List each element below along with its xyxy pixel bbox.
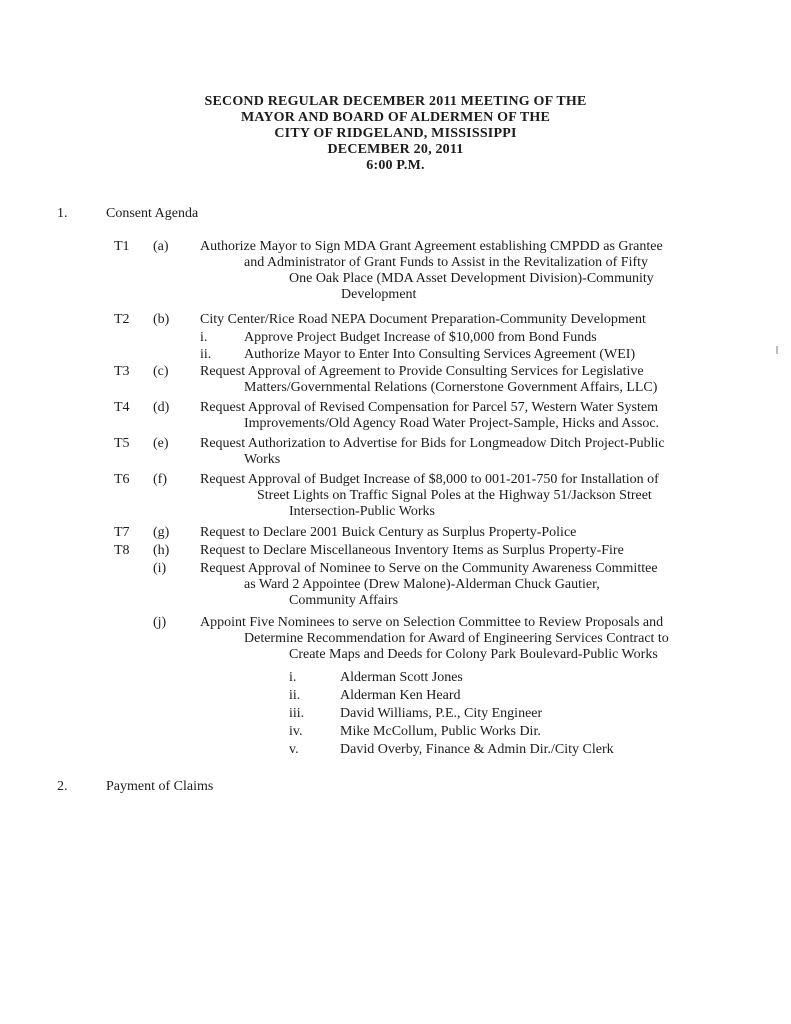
item-line: One Oak Place (MDA Asset Development Division)-Community: [289, 271, 654, 286]
item-tnum: T6: [114, 472, 130, 487]
item-line: and Administrator of Grant Funds to Assist in the Revitalization of Fifty: [244, 255, 649, 270]
meeting-header: [0, 94, 791, 174]
item-letter: (b): [153, 312, 170, 327]
item-line: Appoint Five Nominees to serve on Selection Committee to Review Proposals and: [200, 615, 664, 630]
item-line: Intersection-Public Works: [289, 504, 435, 519]
agenda-item-text: [200, 543, 624, 559]
subitem-text: Authorize Mayor to Enter Into Consulting Services Agreement (WEI): [244, 347, 636, 362]
item-line: Create Maps and Deeds for Colony Park Boulevard-Public Works: [289, 647, 658, 662]
subitem-numeral: i.: [289, 670, 297, 685]
item-tnum: T7: [114, 525, 130, 540]
item-tnum: T5: [114, 436, 130, 451]
subitem-numeral: iii.: [289, 706, 305, 721]
section-number: 1.: [57, 206, 68, 221]
subitem-text: Approve Project Budget Increase of $10,000 from Bond Funds: [244, 330, 597, 345]
item-line: Request Authorization to Advertise for Bids for Longmeadow Ditch Project-Public: [200, 436, 665, 451]
item-line: Improvements/Old Agency Road Water Project-Sample, Hicks and Assoc.: [244, 416, 660, 431]
subitem-text: David Williams, P.E., City Engineer: [340, 706, 543, 721]
item-line: Development: [341, 287, 417, 302]
header-line: SECOND REGULAR DECEMBER 2011 MEETING OF THE: [204, 94, 587, 109]
item-tnum: T3: [114, 364, 130, 379]
item-tnum: T4: [114, 400, 130, 415]
scan-mark: [776, 346, 778, 354]
item-letter: (h): [153, 543, 170, 558]
item-letter: (i): [153, 561, 167, 576]
item-line: Works: [244, 452, 281, 467]
agenda-item-text: [200, 400, 659, 432]
header-line: 6:00 P.M.: [366, 158, 425, 173]
item-tnum: T8: [114, 543, 130, 558]
subitem-text: Alderman Ken Heard: [340, 688, 461, 703]
item-line: Street Lights on Traffic Signal Poles at the Highway 51/Jackson Street: [257, 488, 652, 503]
subitem-numeral: ii.: [289, 688, 301, 703]
item-line: Request Approval of Revised Compensation for Parcel 57, Western Water System: [200, 400, 658, 415]
item-line: Request to Declare 2001 Buick Century as Surplus Property-Police: [200, 525, 577, 540]
item-line: as Ward 2 Appointee (Drew Malone)-Alderman Chuck Gautier,: [244, 577, 600, 592]
agenda-item-text: [200, 472, 659, 520]
agenda-item-text: [200, 525, 576, 541]
item-letter: (g): [153, 525, 170, 540]
header-line: DECEMBER 20, 2011: [327, 142, 464, 157]
section-title: Payment of Claims: [106, 779, 214, 794]
item-letter: (f): [153, 472, 167, 487]
subitem-text: Mike McCollum, Public Works Dir.: [340, 724, 541, 739]
item-letter: (c): [153, 364, 169, 379]
header-line: CITY OF RIDGELAND, MISSISSIPPI: [274, 126, 517, 141]
subitem-text: David Overby, Finance & Admin Dir./City Clerk: [340, 742, 614, 757]
subitem-text: Alderman Scott Jones: [340, 670, 463, 685]
item-line: Matters/Governmental Relations (Cornerstone Government Affairs, LLC): [244, 380, 658, 395]
item-line: Community Affairs: [289, 593, 399, 608]
item-tnum: T2: [114, 312, 130, 327]
subitem-numeral: i.: [200, 330, 208, 345]
agenda-item-text: [200, 436, 665, 468]
header-line: MAYOR AND BOARD OF ALDERMEN OF THE: [240, 110, 551, 125]
section-title: Consent Agenda: [106, 206, 199, 221]
agenda-item-text: [200, 615, 669, 663]
item-line: Request Approval of Nominee to Serve on the Community Awareness Committee: [200, 561, 658, 576]
item-line: City Center/Rice Road NEPA Document Preparation-Community Development: [200, 312, 646, 327]
item-line: Authorize Mayor to Sign MDA Grant Agreement establishing CMPDD as Grantee: [200, 239, 663, 254]
agenda-item-text: [200, 561, 658, 609]
item-line: Request Approval of Agreement to Provide Consulting Services for Legislative: [200, 364, 644, 379]
item-letter: (a): [153, 239, 169, 254]
section-number: 2.: [57, 779, 68, 794]
subitem-numeral: v.: [289, 742, 299, 757]
item-letter: (d): [153, 400, 170, 415]
agenda-item-text: [200, 364, 657, 396]
item-line: Request to Declare Miscellaneous Inventory Items as Surplus Property-Fire: [200, 543, 624, 558]
subitem-numeral: iv.: [289, 724, 303, 739]
item-letter: (e): [153, 436, 169, 451]
item-letter: (j): [153, 615, 167, 630]
item-tnum: T1: [114, 239, 130, 254]
subitem-numeral: ii.: [200, 347, 212, 362]
item-line: Determine Recommendation for Award of Engineering Services Contract to: [244, 631, 669, 646]
agenda-item-text: [200, 239, 663, 303]
agenda-item-text: [200, 312, 646, 328]
item-line: Request Approval of Budget Increase of $8,000 to 001-201-750 for Installation of: [200, 472, 659, 487]
